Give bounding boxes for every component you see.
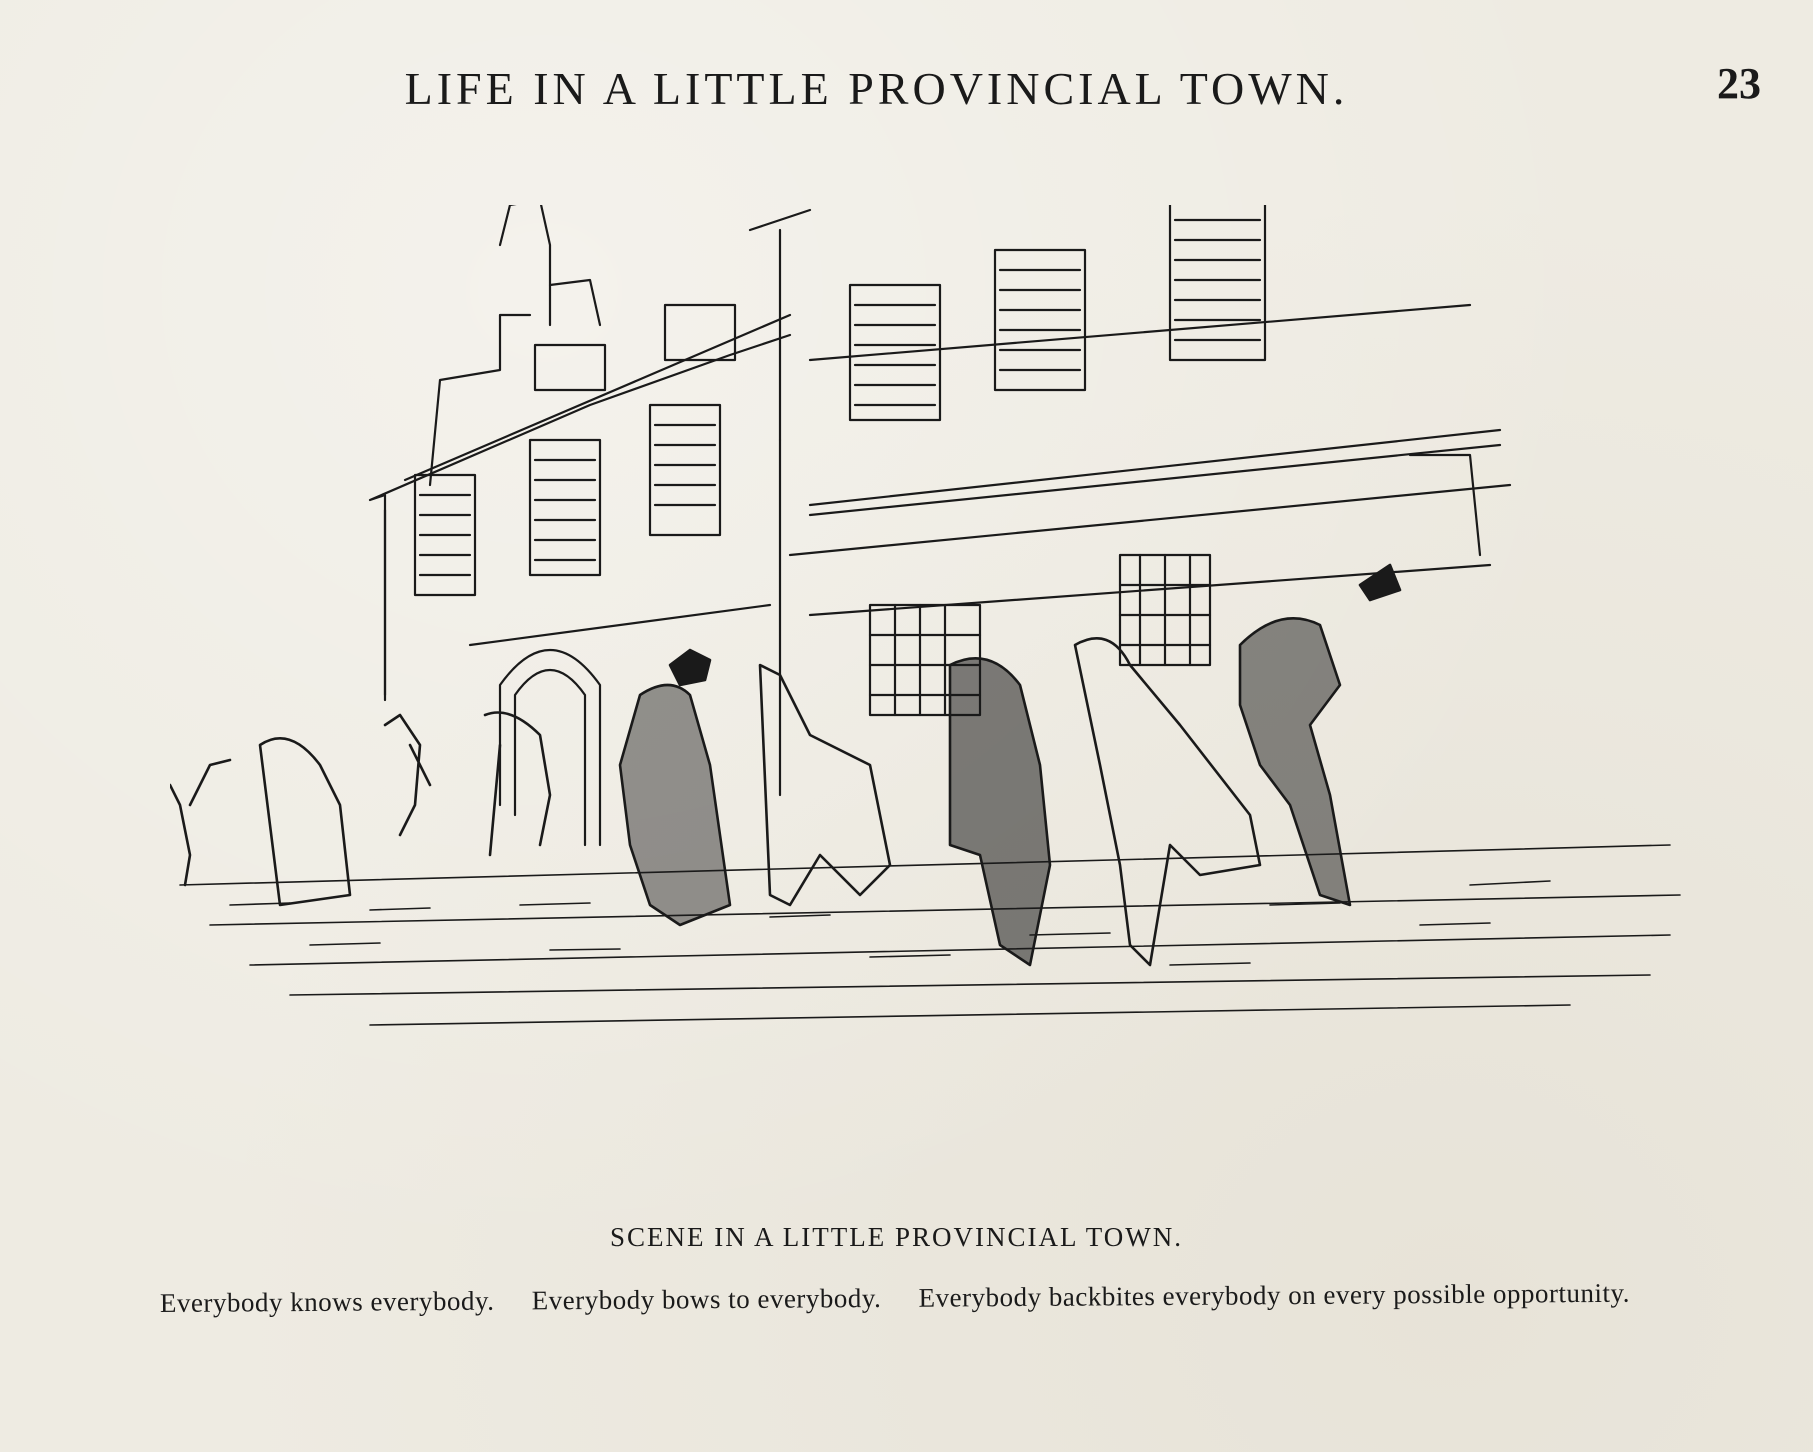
caption-line: Everybody bows to everybody. (531, 1282, 882, 1316)
engraving-illustration (170, 205, 1710, 1180)
caption-line: Everybody backbites everybody on every possible opportunity. (918, 1277, 1631, 1313)
caption-line: Everybody knows everybody. (159, 1285, 495, 1318)
arched-doorway (500, 650, 600, 845)
page-number: 23 (1717, 59, 1761, 108)
shuttered-windows (415, 205, 1265, 715)
illustration-caption-title: SCENE IN A LITTLE PROVINCIAL TOWN. (610, 1222, 1183, 1252)
cobblestone-street (180, 845, 1680, 1025)
running-head: LIFE IN A LITTLE PROVINCIAL TOWN. (404, 63, 1349, 114)
illustration-caption-text (160, 1277, 1760, 1319)
